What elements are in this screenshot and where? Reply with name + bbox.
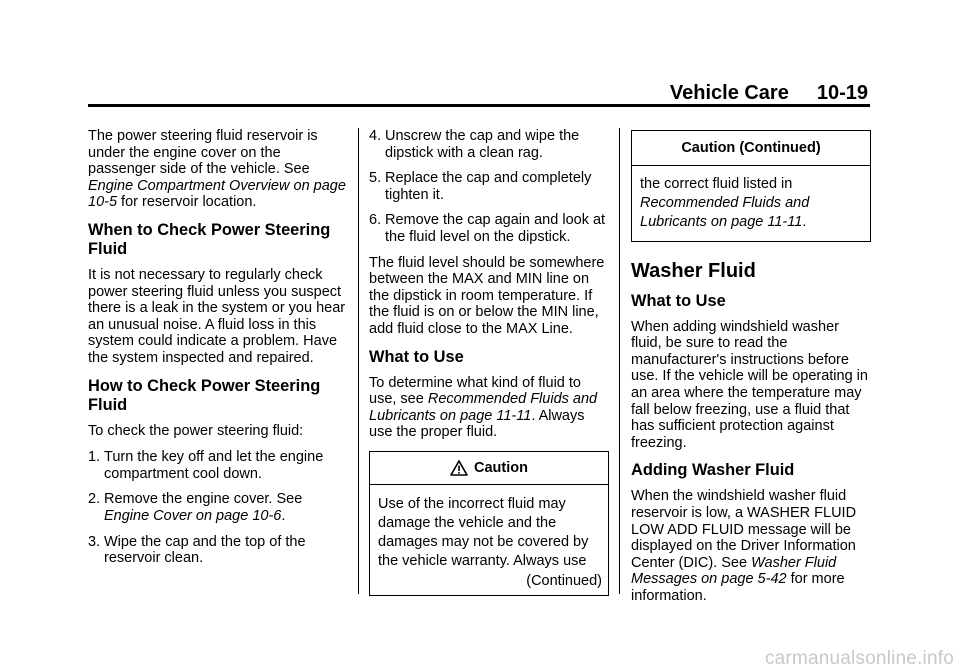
heading-washer-what-to-use: What to Use bbox=[631, 291, 726, 310]
warning-triangle-icon bbox=[450, 460, 468, 476]
fluid-level-text: The fluid level should be somewhere between the MAX and MIN line on the dipstick in room temperature. If the fluid is on or below the MIN line, add fluid close to the MAX Line. bbox=[369, 254, 605, 337]
what-to-use-text: To determine what kind of fluid to use, see Recommended Fluids and Lubricants on page 11-11. Always use the proper fluid. bbox=[369, 374, 598, 441]
caution-continued-text: the correct fluid listed in Recommended Fluids and Lubricants on page 11-11. bbox=[640, 175, 810, 230]
column-divider-1 bbox=[358, 128, 359, 594]
reservoir-intro: The power steering fluid reservoir is under the engine cover on the passenger side of the vehicle. See Engine Compartment Overview on page 10-5 for reservoir location. bbox=[88, 128, 346, 211]
recommended-fluids-link-2[interactable]: Recommended Fluids and Lubricants on page 11-11 bbox=[640, 194, 810, 230]
list-item: 1. Turn the key off and let the engine compartment cool down. bbox=[88, 449, 324, 482]
recommended-fluids-link[interactable]: Recommended Fluids and Lubricants on page 11-11 bbox=[369, 391, 598, 424]
engine-compartment-link[interactable]: Engine Compartment Overview on page 10-5 bbox=[88, 177, 346, 211]
watermark: carmanualsonline.info bbox=[764, 648, 954, 669]
adding-washer-fluid-text: When the windshield washer fluid reservoir is low, a WASHER FLUID LOW ADD FLUID message will be displayed on the Driver Information Center (DIC). See Washer Fluid Messages on page 5-42 for more information. bbox=[631, 488, 857, 604]
column-2 bbox=[369, 128, 609, 596]
column-3 bbox=[631, 128, 871, 615]
engine-cover-link[interactable]: Engine Cover on page 10-6 bbox=[104, 507, 282, 524]
caution-text: Use of the incorrect fluid may damage the vehicle and the damages may not be covered by the vehicle warranty. Always use bbox=[378, 495, 589, 569]
caution-continued-box bbox=[631, 130, 871, 242]
caution-title: Caution bbox=[370, 452, 608, 485]
washer-what-to-use-text: When adding windshield washer fluid, be sure to read the manufacturer's instructions before use. If the vehicle will be operating in an area where the temperature may fall below freezing, use a fluid that has sufficient protection against freezing. bbox=[631, 318, 868, 451]
list-item: 4. Unscrew the cap and wipe the dipstick with a clean rag. bbox=[369, 128, 580, 161]
heading-what-to-use: What to Use bbox=[369, 347, 464, 366]
heading-washer-fluid: Washer Fluid bbox=[631, 259, 756, 282]
column-1 bbox=[88, 128, 350, 576]
heading-when-to-check: When to Check Power Steering Fluid bbox=[88, 220, 331, 258]
washer-messages-link[interactable]: Washer Fluid Messages on page 5-42 bbox=[631, 554, 837, 588]
caution-box bbox=[369, 451, 609, 596]
heading-how-to-check: How to Check Power Steering Fluid bbox=[88, 376, 321, 414]
section-title: Vehicle Care bbox=[669, 82, 789, 104]
list-item: 6. Remove the cap again and look at the fluid level on the dipstick. bbox=[369, 212, 606, 245]
caution-continued-title: Caution (Continued) bbox=[632, 131, 870, 166]
page-header bbox=[88, 82, 868, 106]
check-steps-list-continued bbox=[369, 128, 609, 246]
list-item: 2. Remove the engine cover. See Engine Cover on page 10-6. bbox=[88, 491, 303, 524]
column-divider-2 bbox=[619, 128, 620, 594]
list-item: 3. Wipe the cap and the top of the reservoir clean. bbox=[88, 533, 306, 567]
header-rule bbox=[88, 104, 870, 107]
heading-adding-washer-fluid: Adding Washer Fluid bbox=[631, 461, 795, 480]
when-to-check-text: It is not necessary to regularly check power steering fluid unless you suspect there is a leak in the system or you hear an unusual noise. A fluid loss in this system could indicate a problem. Have the system inspected and repaired. bbox=[88, 266, 346, 366]
how-to-check-intro: To check the power steering fluid: bbox=[88, 422, 304, 439]
check-steps-list bbox=[88, 449, 350, 567]
list-item: 5. Replace the cap and completely tighten it. bbox=[369, 170, 592, 203]
caution-continued-label: (Continued) bbox=[526, 572, 602, 589]
page-number: 10-19 bbox=[816, 82, 868, 104]
